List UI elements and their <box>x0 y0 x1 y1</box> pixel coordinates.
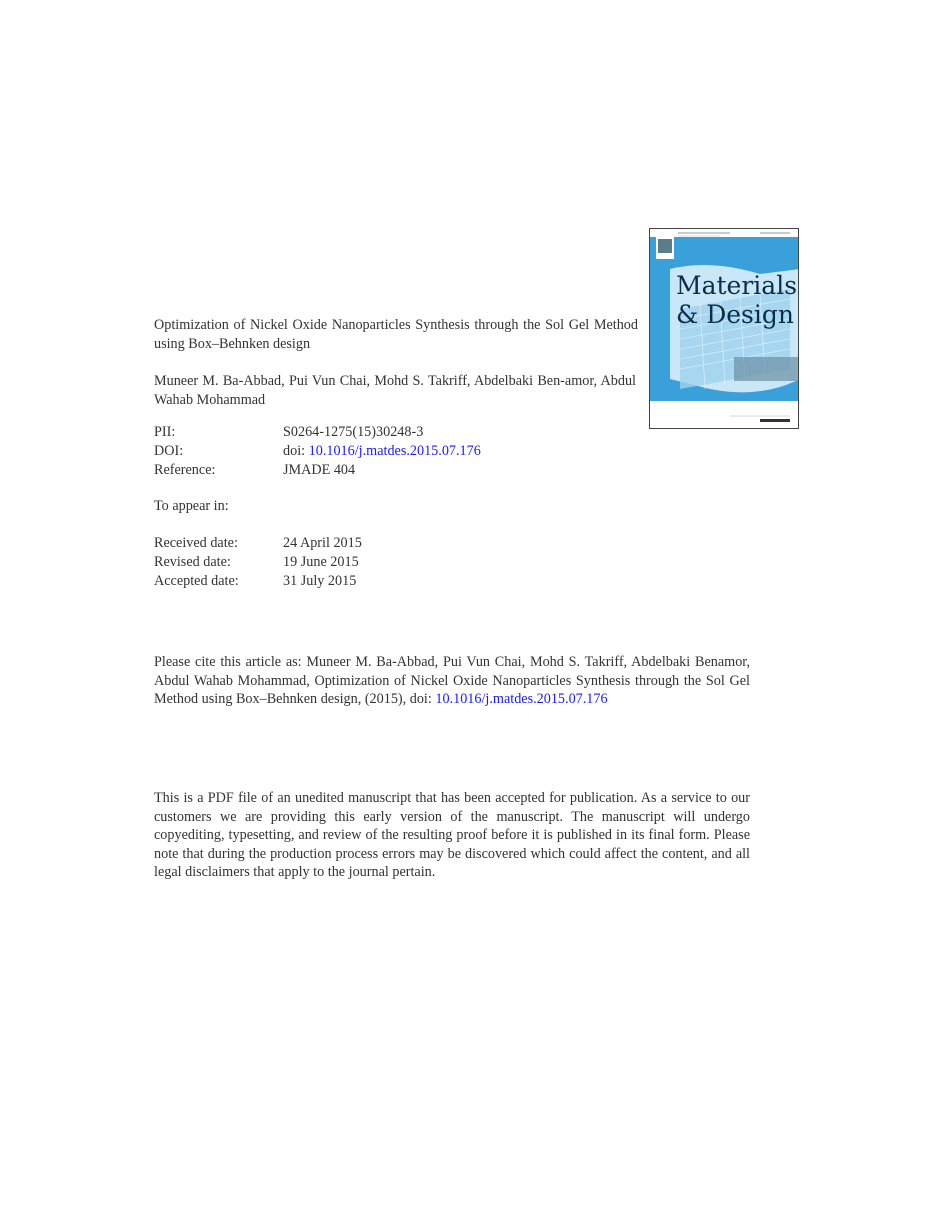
accepted-label: Accepted date: <box>154 573 239 589</box>
article-authors: Muneer M. Ba-Abbad, Pui Vun Chai, Mohd S. Takriff, Abdelbaki Ben-amor, Abdul Wahab Mohammad <box>154 373 636 408</box>
reference-row <box>154 461 481 480</box>
revised-value: 19 June 2015 <box>283 554 359 570</box>
pii-row <box>154 423 481 442</box>
doi-label: DOI: <box>154 443 184 459</box>
reference-label: Reference: <box>154 462 216 478</box>
received-value: 24 April 2015 <box>283 535 362 551</box>
to-appear-in: To appear in: <box>154 498 229 514</box>
citation-paragraph <box>154 653 750 709</box>
doi-prefix: doi: <box>283 443 309 459</box>
pii-label: PII: <box>154 424 176 440</box>
citation-doi-link[interactable]: 10.1016/j.matdes.2015.07.176 <box>435 691 608 708</box>
disclaimer-paragraph: This is a PDF file of an unedited manuscript that has been accepted for publication. As a service to our customers we are providing this early version of the manuscript. The manuscript will undergo copyediting, typesetting, and review of the resulting proof before it is published in its final form. Please note that during the production process errors may be discovered which could affect the content, and all legal disclaimers that apply to the journal pertain. <box>154 790 750 881</box>
doi-row <box>154 442 481 461</box>
revised-row <box>154 553 362 572</box>
accepted-row <box>154 572 362 591</box>
doi-link[interactable]: 10.1016/j.matdes.2015.07.176 <box>308 443 481 459</box>
journal-cover <box>649 228 799 429</box>
citation-text: Please cite this article as: Muneer M. Ba-Abbad, Pui Vun Chai, Mohd S. Takriff, Abdelbaki Benamor, Abdul Wahab Mohammad, Optimization of Nickel Oxide Nanoparticles Synthesis through the Sol Gel Method using Box–Behnken design, (2015), doi: <box>154 654 750 708</box>
cover-artwork <box>650 229 799 429</box>
revised-label: Revised date: <box>154 554 231 570</box>
received-row <box>154 534 362 553</box>
dates-block <box>154 534 362 591</box>
article-title: Optimization of Nickel Oxide Nanoparticles Synthesis through the Sol Gel Method using Box–Behnken design <box>154 317 638 352</box>
identifiers-block <box>154 423 481 480</box>
cover-title-line2: & Design <box>676 300 794 329</box>
cover-journal-title <box>676 271 799 329</box>
reference-value: JMADE 404 <box>283 462 356 478</box>
accepted-value: 31 July 2015 <box>283 573 357 589</box>
received-label: Received date: <box>154 535 238 551</box>
pii-value: S0264-1275(15)30248-3 <box>283 424 424 440</box>
cover-title-line1: Materials <box>676 271 798 300</box>
